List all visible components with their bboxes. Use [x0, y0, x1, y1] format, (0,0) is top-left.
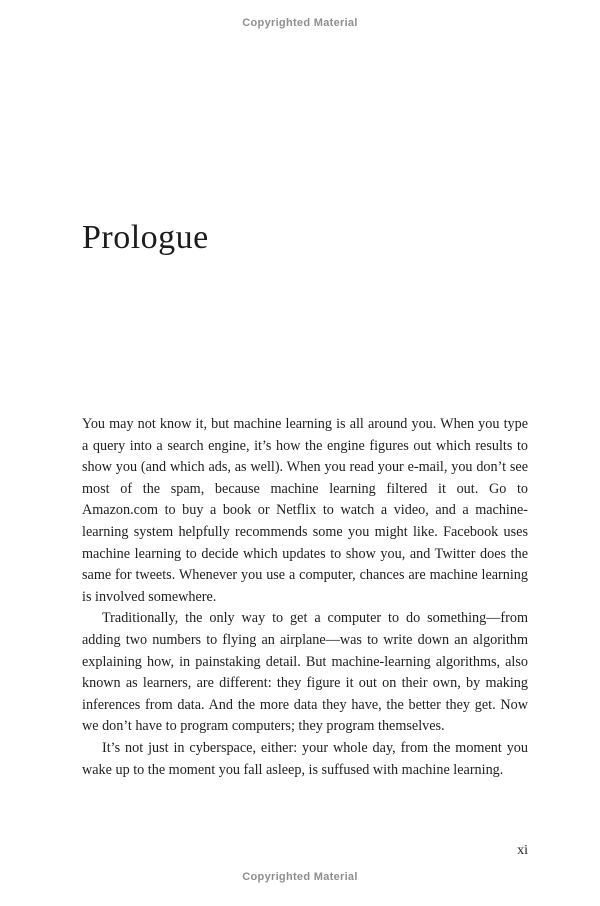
paragraph: Traditionally, the only way to get a computer to do something—from adding two numbers to flying an airplane—was to write down an algorithm explaining how, in painstaking detail. But machine-learning algorithms, also known as learners, are different: they figure it out on their own, by making inferences from data. And the more data they have, the better they get. Now we don’t have to program computers; they program themselves. — [82, 610, 528, 735]
copyright-notice-top: Copyrighted Material — [242, 17, 358, 29]
copyright-notice-bottom: Copyrighted Material — [242, 871, 358, 883]
body-text — [82, 414, 528, 781]
paragraph: It’s not just in cyberspace, either: your whole day, from the moment you wake up to the moment you fall asleep, is suffused with machine learning. — [82, 739, 528, 778]
page-title: Prologue — [82, 218, 209, 256]
page-number: xi — [517, 843, 528, 858]
paragraph: You may not know it, but machine learning is all around you. When you type a query into a search engine, it’s how the engine figures out which results to show you (and which ads, as well). When you read your e-mail, you don’t see most of the spam, because machine learning filtered it out. Go to Amazon.com to buy a book or Netflix to watch a video, and a machine-learning system helpfully recommends some you might like. Facebook uses machine learning to decide which updates to show you, and Twitter does the same for tweets. Whenever you use a computer, chances are machine learning is involved somewhere. — [82, 416, 528, 605]
